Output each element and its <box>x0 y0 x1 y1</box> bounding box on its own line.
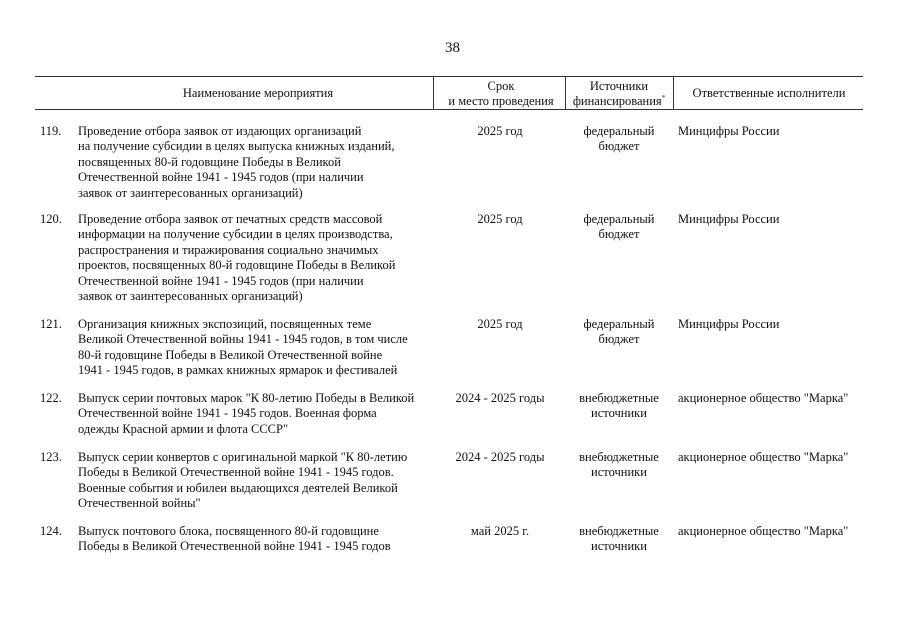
event-name <box>78 124 438 201</box>
header-text-with-mark <box>566 94 672 109</box>
event-name <box>78 212 438 304</box>
header-text: Источники <box>589 79 649 93</box>
event-name-line: Организация книжных экспозиций, посвященных теме <box>78 317 372 331</box>
event-name-line: посвященных 80-й годовщине Победы в Великой <box>78 154 341 169</box>
row-number <box>40 391 70 406</box>
event-name-line: Выпуск серии почтовых марок "К 80-летию Победы в Великой <box>78 391 415 405</box>
event-term-line: май 2025 г. <box>470 524 530 538</box>
event-name-line: заявок от заинтересованных организаций) <box>78 289 303 304</box>
table-top-rule <box>35 76 863 77</box>
funding-source-line: федеральный <box>583 212 655 226</box>
header-responsible <box>683 86 855 101</box>
event-term <box>440 450 560 465</box>
funding-source <box>568 212 670 243</box>
funding-source <box>568 524 670 555</box>
row-number <box>40 450 70 465</box>
header-text: Наименование мероприятия <box>182 86 334 100</box>
header-event-name <box>120 86 396 101</box>
event-name-line: информации на получение субсидии в целях производства, <box>78 227 393 242</box>
responsible-party <box>678 391 863 406</box>
funding-source-line: бюджет <box>598 227 640 242</box>
event-name-line: проектов, посвященных 80-й годовщине Победы в Великой <box>78 258 396 273</box>
funding-source-line: источники <box>591 539 647 554</box>
responsible-party <box>678 524 863 539</box>
header-text: Ответственные исполнители <box>692 86 846 100</box>
responsible-party-line: акционерное общество "Марка" <box>678 450 849 464</box>
table-header-bottom-rule <box>35 109 863 110</box>
responsible-party <box>678 212 863 227</box>
funding-source-line: источники <box>591 406 647 421</box>
event-name-line: Отечественной войне 1941 - 1945 годов. Военная форма <box>78 406 377 421</box>
event-term <box>440 524 560 539</box>
event-name <box>78 317 438 379</box>
funding-source <box>568 124 670 155</box>
row-number-line: 120. <box>40 212 62 226</box>
funding-source-line: источники <box>591 465 647 480</box>
funding-source-line: внебюджетные <box>579 524 659 538</box>
funding-source <box>568 450 670 481</box>
event-term-line: 2025 год <box>477 212 523 226</box>
responsible-party-line: Минцифры России <box>678 212 780 226</box>
event-name-line: заявок от заинтересованных организаций) <box>78 185 303 200</box>
header-text: финансирования <box>572 94 662 108</box>
responsible-party-line: акционерное общество "Марка" <box>678 524 849 538</box>
funding-source-line: федеральный <box>583 124 655 138</box>
header-text: Срок <box>487 79 515 93</box>
funding-source <box>568 317 670 348</box>
event-term-line: 2024 - 2025 годы <box>455 450 545 464</box>
row-number-line: 121. <box>40 317 62 331</box>
event-term-line: 2025 год <box>477 317 523 331</box>
page-number: 38 <box>445 40 460 56</box>
row-number-line: 119. <box>40 124 62 138</box>
funding-source-line: внебюджетные <box>579 391 659 405</box>
footnote-mark: * <box>661 93 666 102</box>
responsible-party-line: Минцифры России <box>678 317 780 331</box>
responsible-party <box>678 124 863 139</box>
event-name-line: Отечественной войне 1941 - 1945 годов (при наличии <box>78 170 364 185</box>
event-name-line: Отечественной войне 1941 - 1945 годов (при наличии <box>78 273 364 288</box>
event-term <box>440 124 560 139</box>
funding-source <box>568 391 670 422</box>
event-name-line: Победы в Великой Отечественной войне 1941 - 1945 годов. <box>78 465 394 480</box>
event-name-line: распространения и тиражирования социально значимых <box>78 242 379 257</box>
event-term <box>440 391 560 406</box>
responsible-party <box>678 317 863 332</box>
responsible-party-line: Минцифры России <box>678 124 780 138</box>
event-name-line: Отечественной войны" <box>78 496 201 511</box>
event-term <box>440 212 560 227</box>
event-name-line: Победы в Великой Отечественной войне 1941 - 1945 годов <box>78 539 391 554</box>
row-number <box>40 124 70 139</box>
funding-source-line: федеральный <box>583 317 655 331</box>
responsible-party-line: акционерное общество "Марка" <box>678 391 849 405</box>
event-name-line: на получение субсидии в целях выпуска книжных изданий, <box>78 139 395 154</box>
event-name-line: Выпуск серии конвертов с оригинальной маркой "К 80-летию <box>78 450 408 464</box>
event-name <box>78 391 438 437</box>
event-name-line: Проведение отбора заявок от издающих организаций <box>78 124 362 138</box>
responsible-party <box>678 450 863 465</box>
event-name-line: одежды Красной армии и флота СССР" <box>78 421 289 436</box>
event-name-line: 1941 - 1945 годов, в рамках книжных ярмарок и фестивалей <box>78 363 398 378</box>
row-number-line: 124. <box>40 524 62 538</box>
event-term-line: 2024 - 2025 годы <box>455 391 545 405</box>
event-name-line: Проведение отбора заявок от печатных средств массовой <box>78 212 383 226</box>
row-number <box>40 212 70 227</box>
event-name-line: Военные события и юбилеи выдающихся деятелей Великой <box>78 480 398 495</box>
row-number-line: 122. <box>40 391 62 405</box>
funding-source-line: бюджет <box>598 139 640 154</box>
event-name-line: 80-й годовщине Победы в Великой Отечественной войне <box>78 347 383 362</box>
event-term-line: 2025 год <box>477 124 523 138</box>
funding-source-line: внебюджетные <box>579 450 659 464</box>
event-name <box>78 524 438 555</box>
event-name-line: Великой Отечественной войны 1941 - 1945 годов, в том числе <box>78 332 408 347</box>
funding-source-line: бюджет <box>598 332 640 347</box>
header-funding-sources <box>566 79 672 109</box>
event-name-line: Выпуск почтового блока, посвященного 80-й годовщине <box>78 524 379 538</box>
row-number-line: 123. <box>40 450 62 464</box>
event-name <box>78 450 438 512</box>
header-term-place <box>432 79 570 109</box>
header-divider <box>673 76 674 109</box>
event-term <box>440 317 560 332</box>
header-text: и место проведения <box>448 94 554 108</box>
row-number <box>40 524 70 539</box>
row-number <box>40 317 70 332</box>
